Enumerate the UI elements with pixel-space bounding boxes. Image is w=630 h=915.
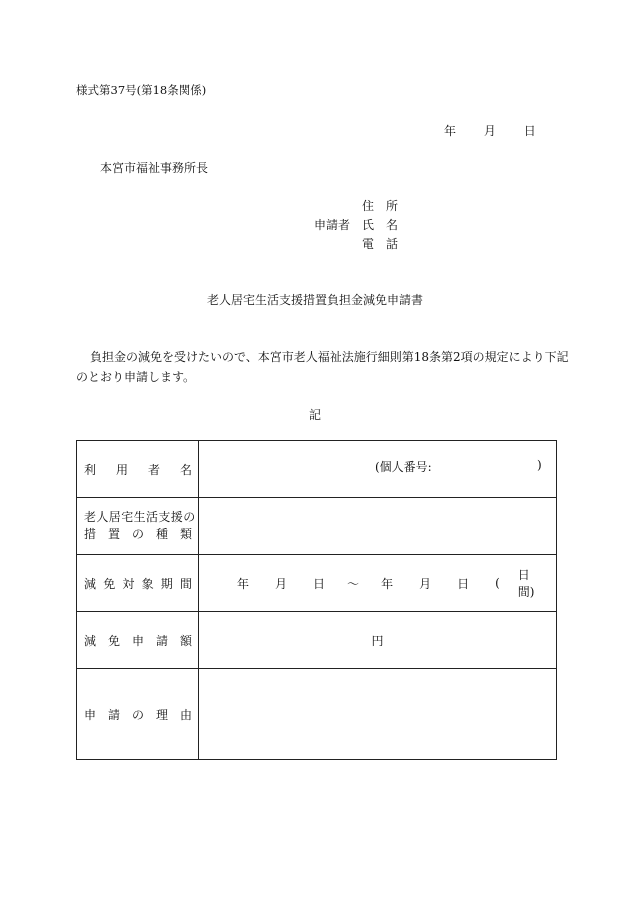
form-number: 様式第37号(第18条関係) <box>76 83 207 97</box>
row-user-name <box>77 441 557 498</box>
amount-label <box>77 612 199 669</box>
personal-number-close: ) <box>537 458 542 472</box>
label-char: 名 <box>179 462 192 477</box>
date-year: 年 <box>444 124 457 138</box>
label-char: 象 <box>141 576 154 591</box>
label-char: 減 <box>84 633 97 648</box>
applicant-address-label: 住 所 <box>362 199 399 213</box>
support-type-field[interactable] <box>199 498 557 555</box>
label-char: 者 <box>147 462 160 477</box>
label-char: 措 <box>84 527 97 541</box>
label-char: 間 <box>179 576 192 591</box>
period-label <box>77 555 199 612</box>
label-char: の <box>131 707 144 722</box>
period-end-month: 月 <box>419 576 432 591</box>
period-end-year: 年 <box>381 576 394 591</box>
document-title: 老人居宅生活支援措置負担金減免申請書 <box>206 293 423 307</box>
label-char: 置 <box>107 527 120 541</box>
label-char: 免 <box>103 576 116 591</box>
support-type-label <box>77 498 199 555</box>
label-char: 請 <box>107 707 120 722</box>
period-days: 日間) <box>517 568 535 599</box>
period-field[interactable] <box>199 555 557 612</box>
date-line <box>444 122 536 139</box>
applicant-phone-label: 電 話 <box>362 237 399 251</box>
label-char: 免 <box>107 633 120 648</box>
row-amount <box>77 612 557 669</box>
label-char: 額 <box>179 633 192 648</box>
body-text-line1: 負担金の減免を受けたいので、本宮市老人福祉法施行細則第18条第2項の規定により下記 <box>90 350 569 364</box>
label-char: 申 <box>84 707 97 722</box>
period-start-month: 月 <box>275 576 288 591</box>
period-end-day: 日 <box>457 576 470 591</box>
label-char: 用 <box>115 462 128 477</box>
ki-heading: 記 <box>308 408 321 422</box>
yen-unit: 円 <box>371 633 384 648</box>
label-char: 種 <box>155 527 168 541</box>
period-start-day: 日 <box>313 576 326 591</box>
period-start-year: 年 <box>237 576 250 591</box>
user-name-field[interactable] <box>199 441 557 498</box>
detail-table <box>76 440 557 760</box>
date-month: 月 <box>483 124 496 138</box>
label-char: 対 <box>122 576 135 591</box>
label-char: 由 <box>179 707 192 722</box>
date-day: 日 <box>523 124 536 138</box>
reason-field[interactable] <box>199 669 557 760</box>
row-support-type <box>77 498 557 555</box>
row-reason <box>77 669 557 760</box>
period-paren-open: ( <box>495 576 500 590</box>
body-text-line2: のとおり申請します。 <box>76 370 196 384</box>
label-char: 類 <box>179 527 192 541</box>
label-char: 期 <box>160 576 173 591</box>
label-char: 申 <box>131 633 144 648</box>
label-char: 減 <box>84 576 97 591</box>
label-char: 請 <box>155 633 168 648</box>
personal-number-label: (個人番号: <box>375 460 432 474</box>
applicant-name-label: 氏 名 <box>362 218 399 232</box>
row-period <box>77 555 557 612</box>
user-name-label <box>77 441 199 498</box>
addressee: 本宮市福祉事務所長 <box>100 161 209 175</box>
period-tilde: 〜 <box>347 576 360 591</box>
label-char: 利 <box>84 462 97 477</box>
label-char: 理 <box>155 707 168 722</box>
reason-label <box>77 669 199 760</box>
amount-field[interactable] <box>199 612 557 669</box>
label-char: の <box>131 527 144 541</box>
support-type-label-line1: 老人居宅生活支援の <box>84 510 196 524</box>
applicant-prefix: 申請者 <box>314 218 351 232</box>
